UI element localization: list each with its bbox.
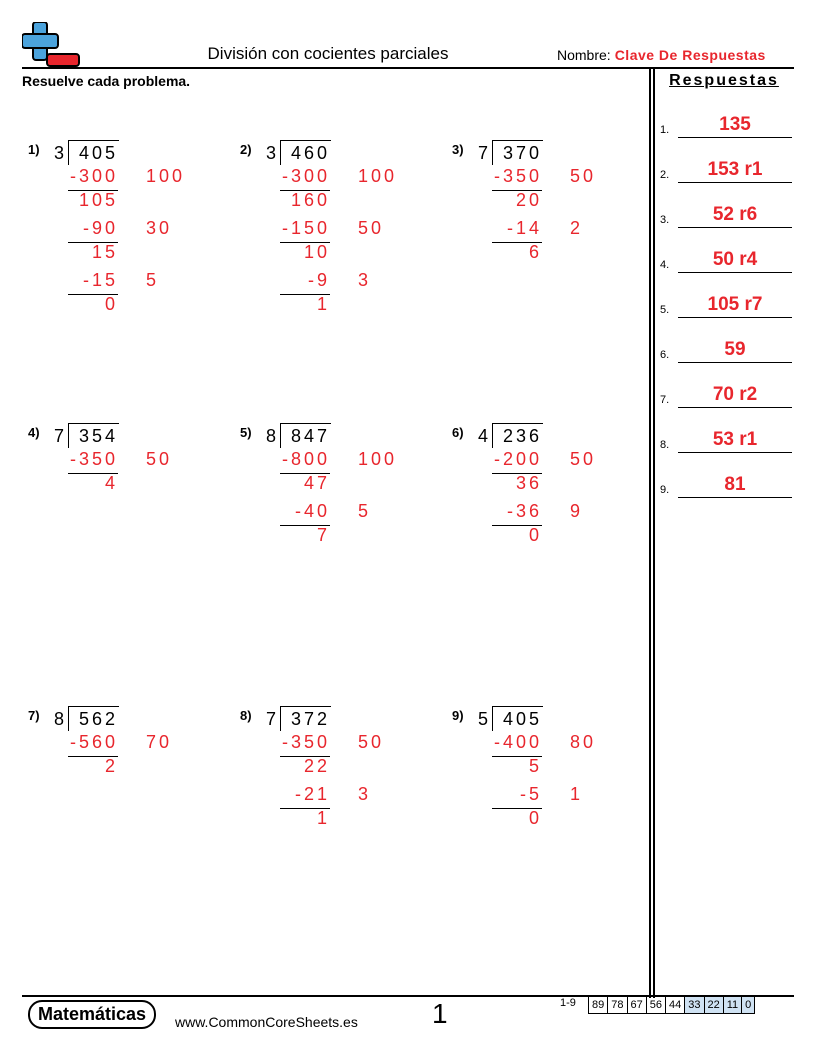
remainder-value: 4	[104, 473, 118, 493]
partial-quotient: 3	[358, 270, 372, 290]
name-value: Clave De Respuestas	[614, 47, 766, 63]
answer-row	[658, 384, 792, 408]
answer-row	[658, 249, 792, 273]
remainder-value: 47	[303, 473, 330, 493]
partial-quotient: 1	[570, 784, 584, 804]
answer-value: 70 r2	[712, 384, 758, 405]
partial-quotient: 5	[358, 501, 372, 521]
division-problem	[452, 142, 642, 362]
answer-row	[658, 339, 792, 363]
partial-quotient: 3	[358, 784, 372, 804]
remainder-value: 0	[528, 525, 542, 545]
subtraction-value: -560	[69, 732, 118, 752]
answer-value: 135	[719, 114, 751, 135]
dividend: 405	[502, 709, 542, 729]
answer-line	[678, 362, 792, 363]
remainder-value: 160	[290, 190, 330, 210]
division-problem	[240, 142, 430, 362]
remainder-value: 15	[91, 242, 118, 262]
remainder-value: 22	[303, 756, 330, 776]
dividend: 405	[78, 143, 118, 163]
answer-value: 59	[724, 339, 746, 360]
subtraction-value: -14	[506, 218, 542, 238]
answer-number: 2.	[660, 169, 670, 181]
subtraction-value: -5	[519, 784, 542, 804]
subtraction-value: -150	[281, 218, 330, 238]
dividend: 562	[78, 709, 118, 729]
remainder-value: 5	[528, 756, 542, 776]
divisor: 3	[265, 143, 276, 163]
answer-row	[658, 204, 792, 228]
score-row	[589, 997, 755, 1014]
dividend: 460	[290, 143, 330, 163]
divisor: 7	[53, 426, 64, 446]
worksheet-title: División con cocientes parciales	[207, 44, 449, 63]
answer-number: 8.	[660, 439, 670, 451]
answer-number: 5.	[660, 304, 670, 316]
problem-number: 5)	[240, 425, 252, 440]
score-cell: 33	[685, 997, 704, 1014]
remainder-value: 0	[104, 294, 118, 314]
partial-quotient: 100	[358, 449, 398, 469]
page-number: 1	[432, 998, 448, 1029]
dividend: 370	[502, 143, 542, 163]
problem-number: 9)	[452, 708, 464, 723]
remainder-value: 105	[78, 190, 118, 210]
partial-quotient: 100	[358, 166, 398, 186]
answer-value: 52 r6	[712, 204, 758, 225]
answer-number: 3.	[660, 214, 670, 226]
subtraction-value: -350	[281, 732, 330, 752]
remainder-value: 1	[316, 294, 330, 314]
answer-number: 1.	[660, 124, 670, 136]
division-problem	[28, 708, 218, 928]
answer-value: 53 r1	[712, 429, 758, 450]
answer-row	[658, 474, 792, 498]
divisor: 7	[477, 143, 488, 163]
divisor: 8	[265, 426, 276, 446]
subtraction-value: -300	[281, 166, 330, 186]
score-cell: 11	[723, 997, 741, 1014]
subtraction-value: -40	[294, 501, 330, 521]
score-cell: 89	[589, 997, 608, 1014]
answer-row	[658, 429, 792, 453]
subtraction-value: -36	[506, 501, 542, 521]
subtraction-value: -90	[82, 218, 118, 238]
division-problem	[452, 425, 642, 645]
divisor: 8	[53, 709, 64, 729]
answer-number: 7.	[660, 394, 670, 406]
problem-number: 2)	[240, 142, 252, 157]
score-cell: 22	[704, 997, 723, 1014]
dividend: 847	[290, 426, 330, 446]
subtraction-value: -350	[69, 449, 118, 469]
answer-line	[678, 137, 792, 138]
subtraction-value: -200	[493, 449, 542, 469]
remainder-value: 2	[104, 756, 118, 776]
remainder-value: 0	[528, 808, 542, 828]
answer-column-divider	[653, 67, 655, 998]
partial-quotient: 80	[570, 732, 597, 752]
division-problem	[28, 142, 218, 362]
partial-quotient: 50	[146, 449, 173, 469]
answer-line	[678, 317, 792, 318]
partial-quotient: 100	[146, 166, 186, 186]
answer-value: 105 r7	[707, 294, 763, 315]
answer-row	[658, 114, 792, 138]
header-divider	[22, 67, 794, 69]
score-cell: 78	[608, 997, 627, 1014]
problem-number: 7)	[28, 708, 40, 723]
partial-quotient: 5	[146, 270, 160, 290]
problem-number: 1)	[28, 142, 40, 157]
divisor: 4	[477, 426, 488, 446]
subtraction-value: -9	[307, 270, 330, 290]
answer-row	[658, 159, 792, 183]
score-cell: 56	[646, 997, 665, 1014]
divisor: 3	[53, 143, 64, 163]
partial-quotient: 50	[358, 732, 385, 752]
answer-line	[678, 407, 792, 408]
answers-title: Respuestas	[669, 72, 779, 89]
score-table	[588, 996, 755, 1014]
answer-line	[678, 182, 792, 183]
answer-line	[678, 272, 792, 273]
answer-line	[678, 497, 792, 498]
division-problem	[28, 425, 218, 645]
remainder-value: 20	[515, 190, 542, 210]
plus-minus-logo-icon	[22, 22, 80, 68]
problem-number: 3)	[452, 142, 464, 157]
partial-quotient: 50	[570, 449, 597, 469]
problem-number: 6)	[452, 425, 464, 440]
subtraction-value: -400	[493, 732, 542, 752]
name-field	[557, 47, 766, 63]
remainder-value: 36	[515, 473, 542, 493]
instructions: Resuelve cada problema.	[22, 73, 191, 89]
subtraction-value: -350	[493, 166, 542, 186]
dividend: 372	[290, 709, 330, 729]
remainder-value: 6	[528, 242, 542, 262]
score-cell: 44	[666, 997, 685, 1014]
partial-quotient: 2	[570, 218, 584, 238]
brand-badge: Matemáticas	[28, 1000, 156, 1029]
remainder-value: 10	[303, 242, 330, 262]
score-cell: 67	[627, 997, 646, 1014]
subtraction-value: -15	[82, 270, 118, 290]
name-label: Nombre:	[557, 47, 611, 63]
answer-value: 50 r4	[712, 249, 758, 270]
answer-number: 6.	[660, 349, 670, 361]
answer-number: 4.	[660, 259, 670, 271]
answer-value: 153 r1	[707, 159, 763, 180]
answer-line	[678, 227, 792, 228]
answer-value: 81	[724, 474, 746, 495]
answer-column-divider	[649, 67, 651, 998]
subtraction-value: -300	[69, 166, 118, 186]
answer-row	[658, 294, 792, 318]
score-range-label: 1-9	[560, 997, 576, 1009]
partial-quotient: 9	[570, 501, 584, 521]
divisor: 7	[265, 709, 276, 729]
partial-quotient: 30	[146, 218, 173, 238]
subtraction-value: -21	[294, 784, 330, 804]
dividend: 354	[78, 426, 118, 446]
divisor: 5	[477, 709, 488, 729]
remainder-value: 1	[316, 808, 330, 828]
remainder-value: 7	[316, 525, 330, 545]
division-problem	[240, 425, 430, 645]
partial-quotient: 50	[358, 218, 385, 238]
partial-quotient: 70	[146, 732, 173, 752]
answer-number: 9.	[660, 484, 670, 496]
website-link[interactable]: www.CommonCoreSheets.es	[175, 1014, 358, 1030]
score-cell: 0	[742, 997, 755, 1014]
division-problem	[452, 708, 642, 928]
subtraction-value: -800	[281, 449, 330, 469]
problem-number: 4)	[28, 425, 40, 440]
answer-line	[678, 452, 792, 453]
division-problem	[240, 708, 430, 928]
dividend: 236	[502, 426, 542, 446]
problem-number: 8)	[240, 708, 252, 723]
partial-quotient: 50	[570, 166, 597, 186]
